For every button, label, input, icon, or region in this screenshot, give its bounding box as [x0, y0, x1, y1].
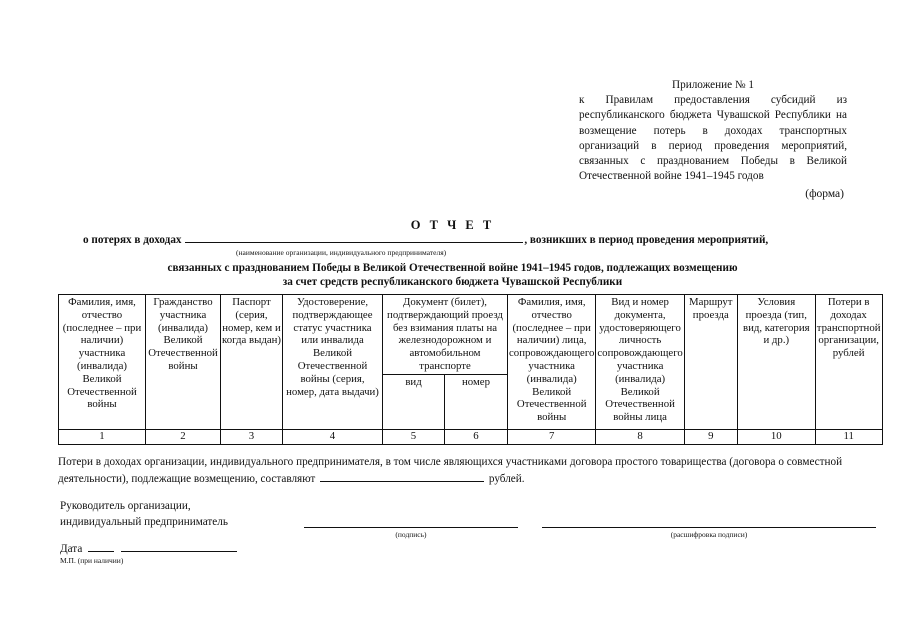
- form-label: (форма): [805, 188, 844, 200]
- report-subtitle-rest: [0, 261, 905, 289]
- header-companion-name: Фамилия, имя, отчество (последнее – при наличии) лица, сопровождающего участника (инвалида) Великой Отечественной войны: [508, 295, 596, 430]
- losses-amount-field[interactable]: [320, 471, 484, 482]
- date-month-field[interactable]: [121, 542, 237, 552]
- losses-paragraph: [58, 455, 858, 487]
- appendix-block: [579, 78, 847, 184]
- header-losses: Потери в доходах транспортной организации, рублей: [815, 295, 882, 430]
- column-number: 3: [221, 429, 283, 444]
- organization-name-hint: (наименование организации, индивидуального предпринимателя): [236, 248, 447, 257]
- header-passport: Паспорт (серия, номер, кем и когда выдан): [221, 295, 283, 430]
- column-number: 4: [283, 429, 383, 444]
- subheader-number: номер: [445, 374, 508, 429]
- header-participant-name: Фамилия, имя, отчество (последнее – при наличии) участника (инвалида) Великой Отечественной войны: [59, 295, 146, 430]
- head-label: [60, 499, 228, 530]
- signature-decode-hint: (расшифровка подписи): [670, 530, 748, 539]
- losses-table: [58, 294, 883, 445]
- subheader-type: вид: [383, 374, 445, 429]
- report-line3: за счет средств республиканского бюджета Чувашской Республики: [282, 276, 623, 288]
- report-line2: связанных с празднованием Победы в Великой Отечественной войне 1941–1945 годов, подлежащих возмещению: [167, 262, 738, 274]
- column-number: 7: [508, 429, 596, 444]
- header-companion-document: Вид и номер документа, удостоверяющего личность сопровождающего участника (инвалида) Великой Отечественной войны лица: [596, 295, 684, 430]
- header-travel-conditions: Условия проезда (тип, вид, категория и др.): [737, 295, 815, 430]
- column-number: 2: [146, 429, 221, 444]
- column-number: 5: [383, 429, 445, 444]
- date-day-field[interactable]: [88, 542, 114, 552]
- column-number: 1: [59, 429, 146, 444]
- header-certificate: Удостоверение, подтверждающее статус участника или инвалида Великой Отечественной войны (серия, номер, дата выдачи): [283, 295, 383, 430]
- column-number: 6: [445, 429, 508, 444]
- stamp-label: М.П. (при наличии): [60, 556, 124, 565]
- appendix-title: Приложение № 1: [672, 79, 754, 91]
- losses-text: Потери в доходах организации, индивидуального предпринимателя, в том числе являющихся участниками договора простого товарищества (договора о совместной деятельности), подлежащие возмещению, составляют: [58, 456, 843, 485]
- appendix-text: к Правилам предоставления субсидий из республиканского бюджета Чувашской Республики на возмещение потерь в доходах транспортных организаций в период проведения мероприятий, связанных с празднованием Победы в Великой Отечественной войне 1941–1945 годов: [579, 94, 847, 183]
- head-line2: индивидуальный предприниматель: [60, 515, 228, 528]
- losses-unit: рублей.: [488, 472, 525, 485]
- signature-hint: (подпись): [395, 530, 427, 539]
- header-route: Маршрут проезда: [684, 295, 737, 430]
- report-subtitle-line1: [83, 232, 768, 246]
- column-number: 9: [684, 429, 737, 444]
- column-number: 10: [737, 429, 815, 444]
- head-line1: Руководитель организации,: [60, 500, 191, 512]
- header-ticket-document: Документ (билет), подтверждающий проезд без взимания платы на железнодорожном и автомобильном транспорте: [383, 295, 508, 375]
- report-title: О Т Ч Е Т: [410, 218, 495, 232]
- report-line1-start: о потерях в доходах: [83, 234, 182, 246]
- column-number: 8: [596, 429, 684, 444]
- date-row: [60, 542, 237, 555]
- signature-field[interactable]: [304, 527, 518, 528]
- signature-decode-field[interactable]: [542, 527, 876, 528]
- header-citizenship: Гражданство участника (инвалида) Великой Отечественной войны: [146, 295, 221, 430]
- date-label: Дата: [60, 543, 83, 555]
- organization-name-field[interactable]: [185, 232, 523, 243]
- column-number: 11: [815, 429, 882, 444]
- report-line1-end: , возникших в период проведения мероприятий,: [524, 234, 769, 246]
